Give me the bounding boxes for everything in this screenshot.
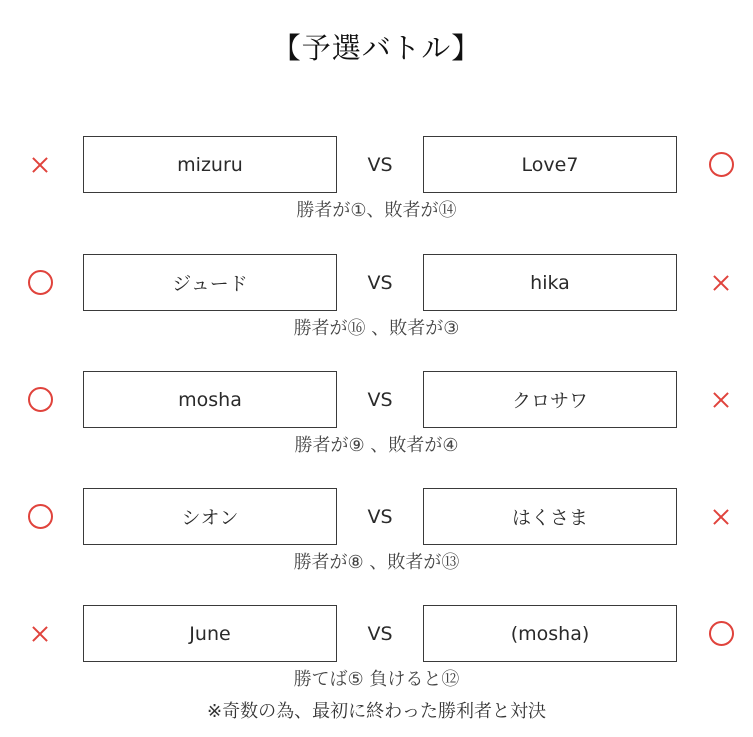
vs-label: VS: [367, 153, 393, 176]
left-result-mark: [20, 488, 60, 545]
right-player-box: Love7: [423, 136, 677, 193]
match-1: [0, 136, 753, 224]
right-result-mark: [701, 488, 741, 545]
cross-icon: [712, 274, 730, 292]
match-note: 勝者が⑯ 、敗者が③: [293, 318, 460, 339]
right-result-mark: [701, 371, 741, 428]
left-player-box: シオン: [83, 488, 337, 545]
circle-icon: [709, 621, 734, 646]
match-5: [0, 605, 753, 693]
circle-icon: [28, 387, 53, 412]
page-title: 【予選バトル】: [271, 31, 482, 65]
cross-icon: [712, 508, 730, 526]
left-result-mark: [20, 371, 60, 428]
match-note: 勝者が①、敗者が⑭: [296, 200, 457, 221]
match-3: [0, 371, 753, 459]
left-player-box: June: [83, 605, 337, 662]
left-player-box: ジュード: [83, 254, 337, 311]
match-note: 勝者が⑨ 、敗者が④: [294, 435, 459, 456]
left-player-box: mosha: [83, 371, 337, 428]
circle-icon: [28, 504, 53, 529]
circle-icon: [28, 270, 53, 295]
right-player-box: (mosha): [423, 605, 677, 662]
circle-icon: [709, 152, 734, 177]
match-4: [0, 488, 753, 576]
vs-label: VS: [367, 622, 393, 645]
footnote: ※奇数の為、最初に終わった勝利者と対決: [207, 701, 546, 722]
vs-label: VS: [367, 388, 393, 411]
vs-label: VS: [367, 271, 393, 294]
match-note: 勝てば⑤ 負けると⑫: [293, 669, 460, 690]
right-player-box: はくさま: [423, 488, 677, 545]
match-note: 勝者が⑧ 、敗者が⑬: [293, 552, 460, 573]
left-result-mark: [20, 605, 60, 662]
left-result-mark: [20, 136, 60, 193]
cross-icon: [31, 625, 49, 643]
vs-label: VS: [367, 505, 393, 528]
right-result-mark: [701, 605, 741, 662]
left-player-box: mizuru: [83, 136, 337, 193]
left-result-mark: [20, 254, 60, 311]
right-result-mark: [701, 136, 741, 193]
right-result-mark: [701, 254, 741, 311]
match-2: [0, 254, 753, 342]
right-player-box: hika: [423, 254, 677, 311]
cross-icon: [31, 156, 49, 174]
right-player-box: クロサワ: [423, 371, 677, 428]
cross-icon: [712, 391, 730, 409]
